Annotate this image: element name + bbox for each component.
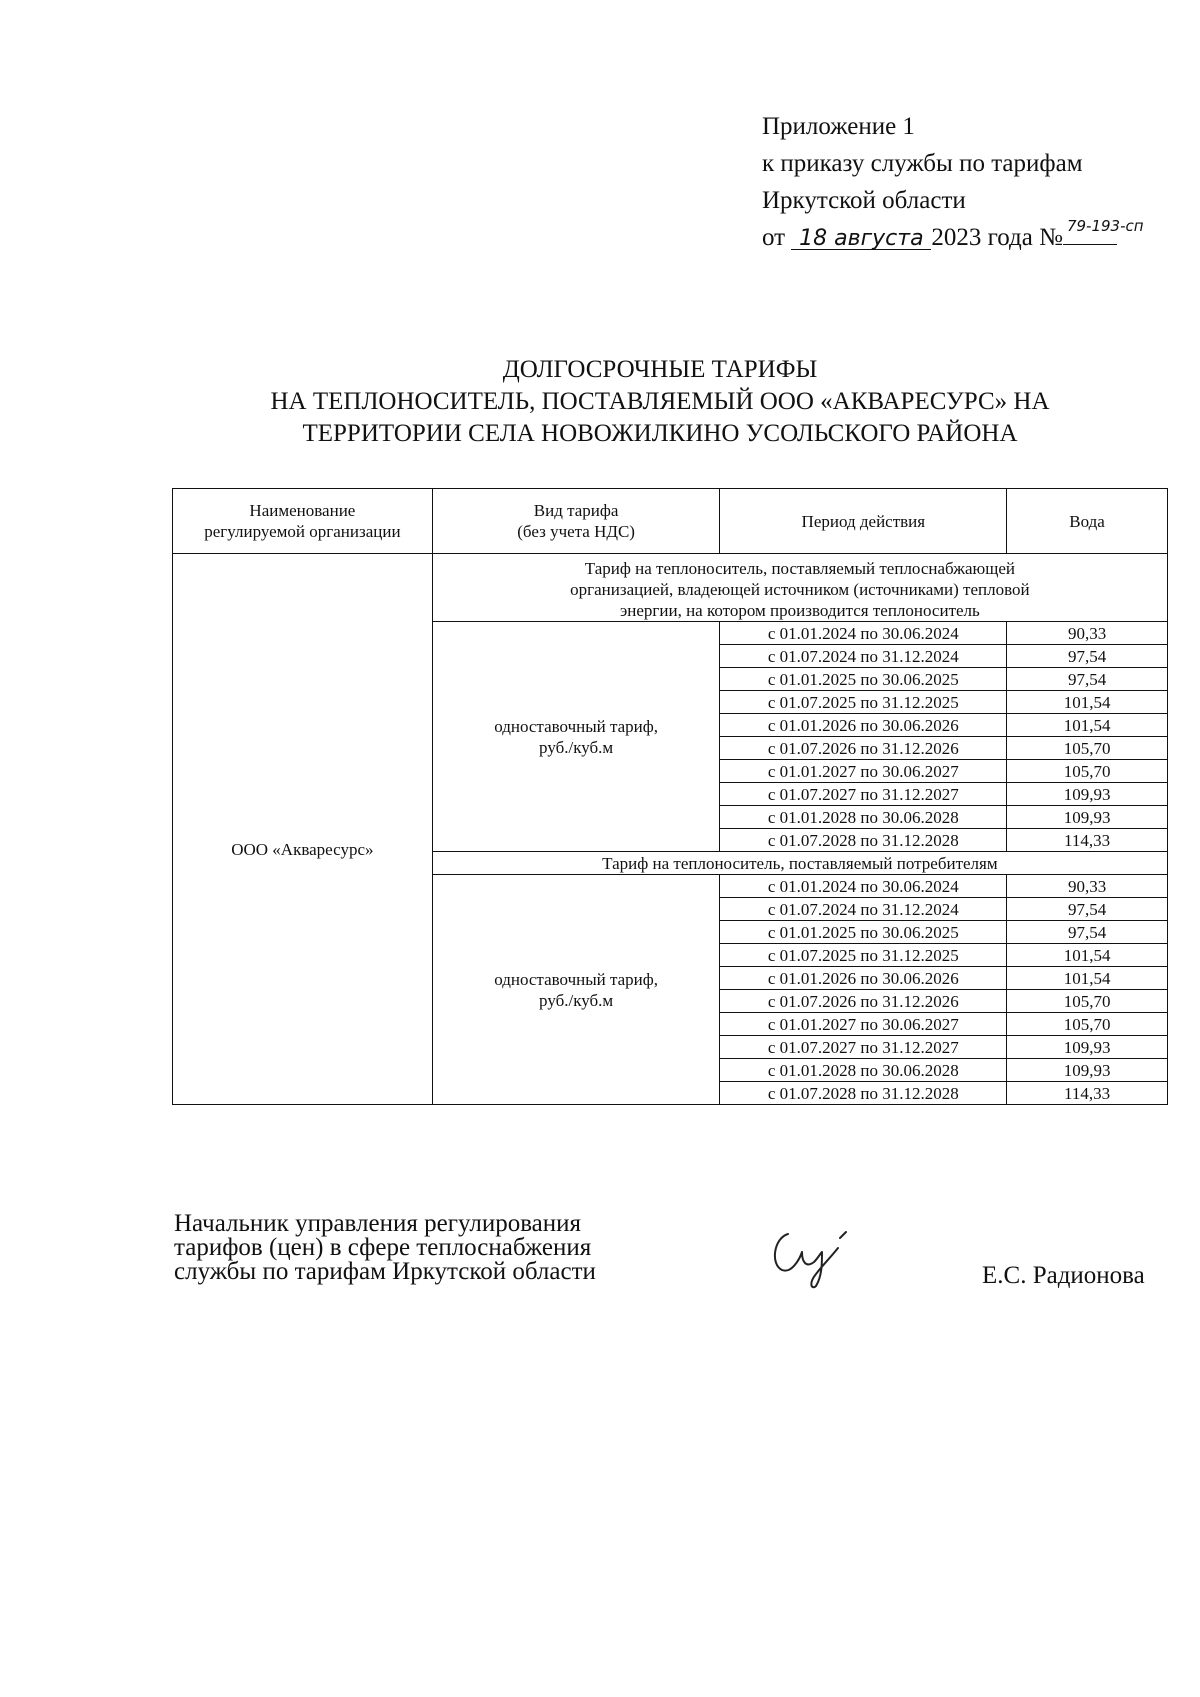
value-cell: 105,70: [1007, 990, 1168, 1013]
section-1-tariff-type: одноставочный тариф, руб./куб.м: [432, 622, 720, 852]
value-cell: 97,54: [1007, 668, 1168, 691]
position-line-1: Начальник управления регулирования: [174, 1210, 582, 1237]
value-cell: 101,54: [1007, 691, 1168, 714]
title-line-2: НА ТЕПЛОНОСИТЕЛЬ, ПОСТАВЛЯЕМЫЙ ООО «АКВАРЕСУРС» НА: [270, 388, 1050, 415]
value-cell: 109,93: [1007, 806, 1168, 829]
period-cell: с 01.01.2025 по 30.06.2025: [720, 921, 1007, 944]
appendix-order-ref: к приказу службы по тарифам: [762, 150, 1083, 177]
value-cell: 114,33: [1007, 829, 1168, 852]
value-cell: 105,70: [1007, 1013, 1168, 1036]
period-cell: с 01.07.2028 по 31.12.2028: [720, 1082, 1007, 1105]
period-cell: с 01.07.2027 по 31.12.2027: [720, 1036, 1007, 1059]
period-cell: с 01.07.2025 по 31.12.2025: [720, 944, 1007, 967]
appendix-title: Приложение 1: [762, 113, 915, 140]
year-text: 2023 года №: [931, 224, 1063, 251]
section-1-title: Тариф на теплоноситель, поставляемый теплоснабжающей организацией, владеющей источником (источниками) тепловой энергии, на котором производится теплоноситель: [432, 554, 1167, 622]
value-cell: 101,54: [1007, 944, 1168, 967]
period-cell: с 01.07.2028 по 31.12.2028: [720, 829, 1007, 852]
value-cell: 97,54: [1007, 921, 1168, 944]
period-cell: с 01.01.2024 по 30.06.2024: [720, 875, 1007, 898]
value-cell: 105,70: [1007, 737, 1168, 760]
period-cell: с 01.01.2026 по 30.06.2026: [720, 967, 1007, 990]
header-tariff-type: Вид тарифа (без учета НДС): [432, 489, 720, 554]
value-cell: 114,33: [1007, 1082, 1168, 1105]
period-cell: с 01.01.2024 по 30.06.2024: [720, 622, 1007, 645]
header-period: Период действия: [720, 489, 1007, 554]
section-1-title-row: [173, 554, 1168, 622]
organization-cell: ООО «Акваресурс»: [173, 554, 433, 1105]
period-cell: с 01.07.2026 по 31.12.2026: [720, 737, 1007, 760]
appendix-date-line: [762, 217, 1144, 256]
section-2-title: Тариф на теплоноситель, поставляемый потребителям: [432, 852, 1167, 875]
signer-name: Е.С. Радионова: [982, 1262, 1145, 1289]
value-cell: 105,70: [1007, 760, 1168, 783]
header-water: Вода: [1007, 489, 1168, 554]
value-cell: 109,93: [1007, 1036, 1168, 1059]
period-cell: с 01.01.2027 по 30.06.2027: [720, 760, 1007, 783]
tariff-table: [172, 488, 1168, 1105]
value-cell: 97,54: [1007, 645, 1168, 668]
appendix-region: Иркутской области: [762, 187, 966, 214]
value-cell: 109,93: [1007, 1059, 1168, 1082]
title-line-1: ДОЛГОСРОЧНЫЕ ТАРИФЫ: [502, 356, 818, 383]
value-cell: 109,93: [1007, 783, 1168, 806]
period-cell: с 01.01.2028 по 30.06.2028: [720, 1059, 1007, 1082]
position-line-3: службы по тарифам Иркутской области: [174, 1258, 596, 1285]
value-cell: 97,54: [1007, 898, 1168, 921]
date-prefix: от: [762, 224, 786, 251]
period-cell: с 01.01.2027 по 30.06.2027: [720, 1013, 1007, 1036]
order-number-blank: [1063, 217, 1144, 245]
handwritten-date: 18 августа: [791, 229, 931, 250]
period-cell: с 01.07.2025 по 31.12.2025: [720, 691, 1007, 714]
period-cell: с 01.01.2026 по 30.06.2026: [720, 714, 1007, 737]
value-cell: 101,54: [1007, 967, 1168, 990]
period-cell: с 01.07.2024 по 31.12.2024: [720, 898, 1007, 921]
document-title: [180, 354, 1140, 450]
period-cell: с 01.01.2025 по 30.06.2025: [720, 668, 1007, 691]
value-cell: 101,54: [1007, 714, 1168, 737]
value-cell: 90,33: [1007, 622, 1168, 645]
header-organization: Наименование регулируемой организации: [173, 489, 433, 554]
position-line-2: тарифов (цен) в сфере теплоснабжения: [174, 1234, 592, 1261]
period-cell: с 01.07.2026 по 31.12.2026: [720, 990, 1007, 1013]
header-row: [173, 489, 1168, 554]
handwritten-order-number: 79-193-сп: [1066, 217, 1144, 235]
appendix-header: [762, 108, 1144, 256]
period-cell: с 01.07.2024 по 31.12.2024: [720, 645, 1007, 668]
period-cell: с 01.01.2028 по 30.06.2028: [720, 806, 1007, 829]
signatory-position: [174, 1212, 596, 1284]
handwritten-signature: [766, 1224, 856, 1294]
title-line-3: ТЕРРИТОРИИ СЕЛА НОВОЖИЛКИНО УСОЛЬСКОГО РАЙОНА: [302, 420, 1018, 447]
section-2-tariff-type: одноставочный тариф, руб./куб.м: [432, 875, 720, 1105]
value-cell: 90,33: [1007, 875, 1168, 898]
period-cell: с 01.07.2027 по 31.12.2027: [720, 783, 1007, 806]
